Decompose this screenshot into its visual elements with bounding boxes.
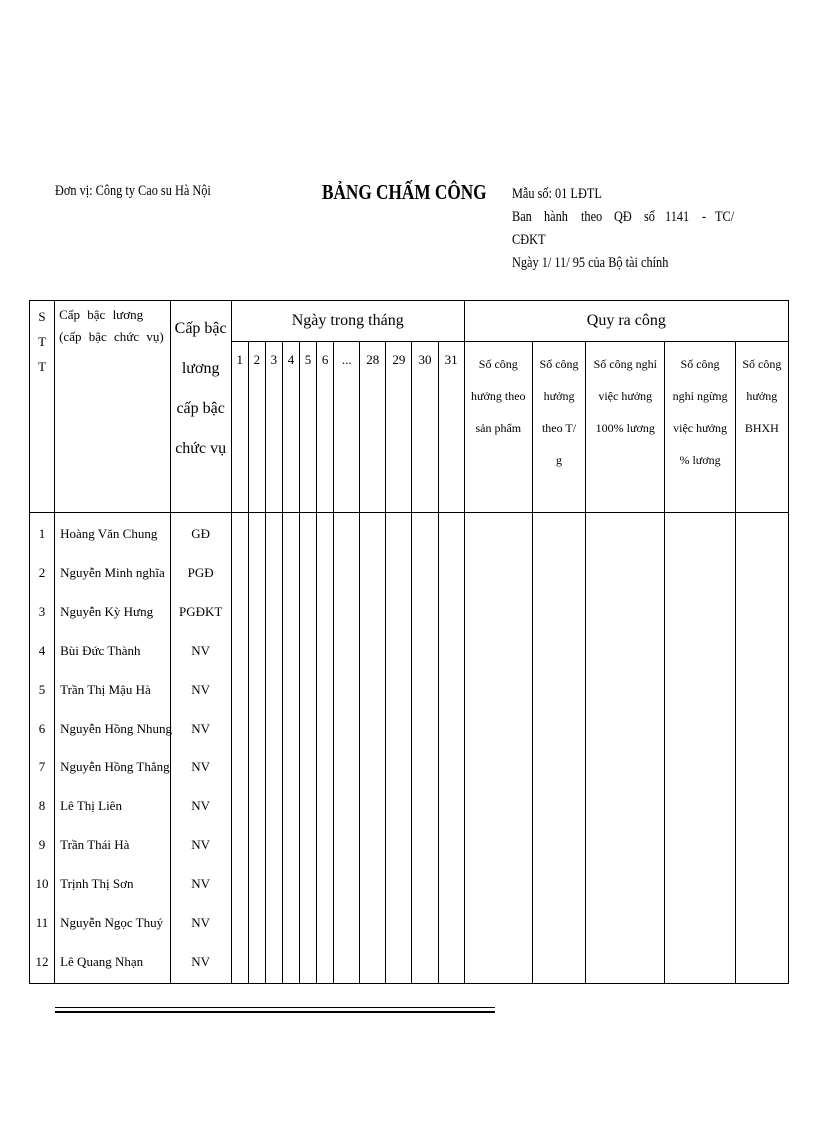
- row-stt: 8: [38, 798, 46, 814]
- rank-header-line: chức vụ: [175, 440, 227, 457]
- summary-header-line: BHXH: [744, 421, 779, 435]
- summary-header-line: hưởng: [746, 389, 778, 403]
- issued-word: hành: [543, 209, 568, 225]
- summary-header-line: hưởng: [543, 389, 575, 403]
- day-column-header: 6: [317, 342, 334, 513]
- summary-header-line: nghỉ ngừng: [672, 389, 728, 403]
- row-rank: NV: [191, 876, 211, 892]
- empty-cell: [438, 513, 464, 984]
- row-stt: 12: [35, 953, 49, 969]
- empty-cell: [386, 513, 412, 984]
- row-name: Bùi Đức Thành: [60, 642, 141, 658]
- row-rank: GĐ: [191, 526, 211, 541]
- summary-header-line: Số công: [539, 357, 579, 371]
- day-column-header: 2: [248, 342, 265, 513]
- footer-rule-bottom: [55, 1011, 495, 1013]
- document-title: BẢNG CHẤM CÔNG: [322, 180, 487, 204]
- stt-column: [30, 513, 55, 984]
- summary-header-line: việc hưởng: [673, 421, 727, 435]
- summary-header: Quy ra công: [464, 301, 788, 342]
- issued-line-3: Ngày 1/ 11/ 95 của Bộ tài chính: [512, 255, 669, 271]
- row-stt: 4: [38, 642, 46, 658]
- position-header: Cấp bậc lương (cấp bậc chức vụ): [55, 301, 170, 513]
- issued-line-1: [512, 206, 738, 229]
- row-name: Hoàng Văn Chung: [60, 526, 158, 541]
- empty-cell: [532, 513, 585, 984]
- rank-header-line: Cấp bậc: [174, 320, 227, 337]
- row-name: Nguyễn Ngọc Thuý: [60, 915, 164, 931]
- summary-column-header: [665, 342, 735, 513]
- row-stt: 9: [38, 837, 46, 853]
- row-rank: NV: [191, 798, 211, 814]
- row-stt: 5: [38, 681, 46, 697]
- day-column-header: 30: [412, 342, 438, 513]
- summary-header-line: việc hưởng: [598, 389, 653, 403]
- row-name: Nguyễn Kỳ Hưng: [60, 603, 154, 619]
- row-rank: PGĐKT: [178, 603, 223, 619]
- row-name: Nguyễn Minh nghĩa: [60, 564, 165, 580]
- stt-header: [30, 301, 55, 513]
- empty-cell: [735, 513, 788, 984]
- empty-cell: [282, 513, 299, 984]
- row-rank: NV: [191, 953, 211, 969]
- summary-column-header: [532, 342, 585, 513]
- row-name: Nguyễn Hồng Nhung: [60, 720, 173, 736]
- rank-header-line: lương: [181, 360, 220, 377]
- name-column: [55, 513, 173, 984]
- row-stt: 10: [35, 876, 49, 892]
- summary-header-line: 100% lương: [595, 421, 655, 435]
- summary-header-line: Số công: [742, 357, 782, 371]
- summary-header-line: sản phẩm: [475, 421, 522, 435]
- empty-cell: [317, 513, 334, 984]
- summary-header-line: hưởng theo: [471, 389, 526, 403]
- empty-cell: [464, 513, 532, 984]
- summary-header-line: Số công: [680, 357, 720, 371]
- day-column-header: 29: [386, 342, 412, 513]
- empty-cell: [586, 513, 665, 984]
- day-column-header: 4: [282, 342, 299, 513]
- rank-header-line: cấp bậc: [176, 400, 225, 417]
- row-name: Trịnh Thị Sơn: [60, 876, 134, 892]
- issued-line-2: CĐKT: [512, 232, 546, 248]
- issued-word: 1141: [664, 209, 689, 225]
- issued-word: QĐ: [614, 209, 633, 225]
- day-column-header: 31: [438, 342, 464, 513]
- row-name: Trần Thị Mậu Hà: [60, 681, 151, 697]
- row-stt: 3: [38, 603, 46, 619]
- row-stt: 11: [35, 915, 49, 931]
- rank-column: [170, 513, 231, 984]
- summary-header-line: % lương: [679, 453, 721, 467]
- row-rank: NV: [191, 681, 211, 697]
- stt-header-letter: S: [38, 309, 46, 324]
- day-column-header: 5: [300, 342, 317, 513]
- summary-column-header: [586, 342, 665, 513]
- empty-cell: [334, 513, 360, 984]
- row-rank: NV: [191, 915, 211, 931]
- empty-cell: [412, 513, 438, 984]
- rank-header: [170, 301, 231, 513]
- form-number: Mẫu số: 01 LĐTL: [512, 186, 602, 202]
- stt-header-letter: T: [38, 359, 47, 374]
- summary-column-header: [464, 342, 532, 513]
- unit-name: Đơn vị: Công ty Cao su Hà Nội: [55, 183, 211, 199]
- empty-cell: [248, 513, 265, 984]
- row-rank: NV: [191, 642, 211, 658]
- row-name: Nguyễn Hồng Thắng: [60, 759, 170, 775]
- day-column-header: ...: [334, 342, 360, 513]
- summary-header-line: g: [556, 453, 563, 467]
- footer-rule-top: [55, 1007, 495, 1008]
- row-name: Lê Quang Nhạn: [60, 953, 144, 969]
- row-rank: NV: [191, 720, 211, 736]
- stt-header-letter: T: [38, 334, 47, 349]
- issued-word: TC/: [714, 209, 734, 225]
- summary-column-header: [735, 342, 788, 513]
- row-name: Lê Thị Liên: [60, 798, 122, 814]
- issued-word: số: [643, 209, 655, 225]
- form-info: [512, 183, 792, 275]
- row-stt: 1: [38, 526, 46, 541]
- row-rank: NV: [191, 837, 211, 853]
- issued-word: theo: [580, 209, 602, 225]
- summary-header-line: Số công: [478, 357, 518, 371]
- row-stt: 7: [38, 759, 46, 775]
- empty-cell: [231, 513, 248, 984]
- row-stt: 6: [38, 720, 46, 736]
- empty-cell: [360, 513, 386, 984]
- day-column-header: 3: [265, 342, 282, 513]
- summary-header-line: Số công nghỉ: [593, 357, 657, 371]
- row-name: Trần Thái Hà: [60, 837, 130, 853]
- empty-cell: [665, 513, 735, 984]
- empty-cell: [300, 513, 317, 984]
- days-header: Ngày trong tháng: [231, 301, 464, 342]
- timesheet-table: [29, 300, 789, 984]
- empty-cell: [265, 513, 282, 984]
- issued-word: -: [701, 209, 706, 225]
- summary-header-line: theo T/: [541, 421, 577, 435]
- issued-word: Ban: [512, 209, 532, 225]
- row-rank: PGĐ: [187, 564, 214, 580]
- day-column-header: 28: [360, 342, 386, 513]
- row-rank: NV: [191, 759, 211, 775]
- day-column-header: 1: [231, 342, 248, 513]
- row-stt: 2: [38, 564, 46, 580]
